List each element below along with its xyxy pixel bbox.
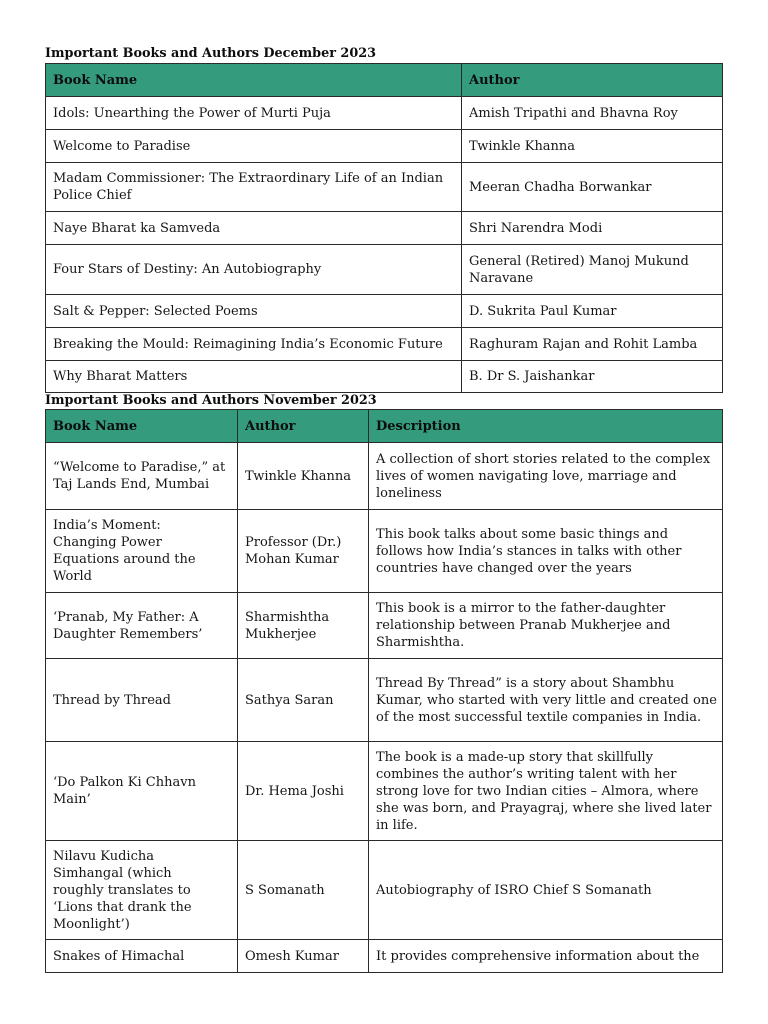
author-cell: Shri Narendra Modi [462,212,723,245]
table-row [46,510,723,593]
author-cell: Sharmishtha Mukherjee [238,593,369,659]
book-name-cell: ‘Do Palkon Ki Chhavn Main’ [46,742,238,841]
table-row [46,593,723,659]
book-name-cell: Why Bharat Matters [46,361,462,393]
table-row [46,659,723,742]
description-cell: Autobiography of ISRO Chief S Somanath [369,841,723,940]
table-row [46,245,723,295]
book-name-cell: Thread by Thread [46,659,238,742]
table-header-row [46,410,723,443]
table-row [46,295,723,328]
author-cell: S Somanath [238,841,369,940]
header-author: Author [238,410,369,443]
author-cell: Meeran Chadha Borwankar [462,163,723,212]
table-header-row [46,64,723,97]
author-cell: Omesh Kumar [238,940,369,973]
table-row [46,163,723,212]
section-title-november: Important Books and Authors November 2023 [45,393,377,408]
author-cell: D. Sukrita Paul Kumar [462,295,723,328]
author-cell: Twinkle Khanna [238,443,369,510]
author-cell: B. Dr S. Jaishankar [462,361,723,393]
description-cell: The book is a made-up story that skillfully combines the author’s writing talent with her strong love for two Indian cities – Almora, where she was born, and Prayagraj, where she lived later in life. [369,742,723,841]
author-cell: Sathya Saran [238,659,369,742]
table-row [46,212,723,245]
table-row [46,443,723,510]
table-row [46,361,723,393]
author-cell: Raghuram Rajan and Rohit Lamba [462,328,723,361]
table-row [46,130,723,163]
section-title-december: Important Books and Authors December 2023 [45,46,377,61]
description-cell: A collection of short stories related to the complex lives of women navigating love, marriage and loneliness [369,443,723,510]
table-row [46,97,723,130]
header-description: Description [369,410,723,443]
author-cell: Twinkle Khanna [462,130,723,163]
table-row [46,841,723,940]
book-name-cell: Nilavu Kudicha Simhangal (which roughly translates to ‘Lions that drank the Moonlight’) [46,841,238,940]
table-row [46,328,723,361]
description-cell: It provides comprehensive information about the [369,940,723,973]
book-name-cell: Madam Commissioner: The Extraordinary Life of an Indian Police Chief [46,163,462,212]
book-name-cell: Welcome to Paradise [46,130,462,163]
author-cell: Amish Tripathi and Bhavna Roy [462,97,723,130]
description-cell: Thread By Thread” is a story about Shambhu Kumar, who started with very little and created one of the most successful textile companies in India. [369,659,723,742]
author-cell: Dr. Hema Joshi [238,742,369,841]
books-table-december [45,63,723,393]
book-name-cell: Four Stars of Destiny: An Autobiography [46,245,462,295]
author-cell: General (Retired) Manoj Mukund Naravane [462,245,723,295]
header-author: Author [462,64,723,97]
books-table-november [45,409,723,973]
description-cell: This book talks about some basic things and follows how India’s stances in talks with other countries have changed over the years [369,510,723,593]
book-name-cell: India’s Moment: Changing Power Equations around the World [46,510,238,593]
book-name-cell: Idols: Unearthing the Power of Murti Puja [46,97,462,130]
table-row [46,742,723,841]
table-row [46,940,723,973]
book-name-cell: ‘Pranab, My Father: A Daughter Remembers’ [46,593,238,659]
header-book-name: Book Name [46,64,462,97]
book-name-cell: Breaking the Mould: Reimagining India’s Economic Future [46,328,462,361]
description-cell: This book is a mirror to the father-daughter relationship between Pranab Mukherjee and Sharmishtha. [369,593,723,659]
author-cell: Professor (Dr.) Mohan Kumar [238,510,369,593]
book-name-cell: “Welcome to Paradise,” at Taj Lands End, Mumbai [46,443,238,510]
book-name-cell: Naye Bharat ka Samveda [46,212,462,245]
header-book-name: Book Name [46,410,238,443]
book-name-cell: Salt & Pepper: Selected Poems [46,295,462,328]
book-name-cell: Snakes of Himachal [46,940,238,973]
